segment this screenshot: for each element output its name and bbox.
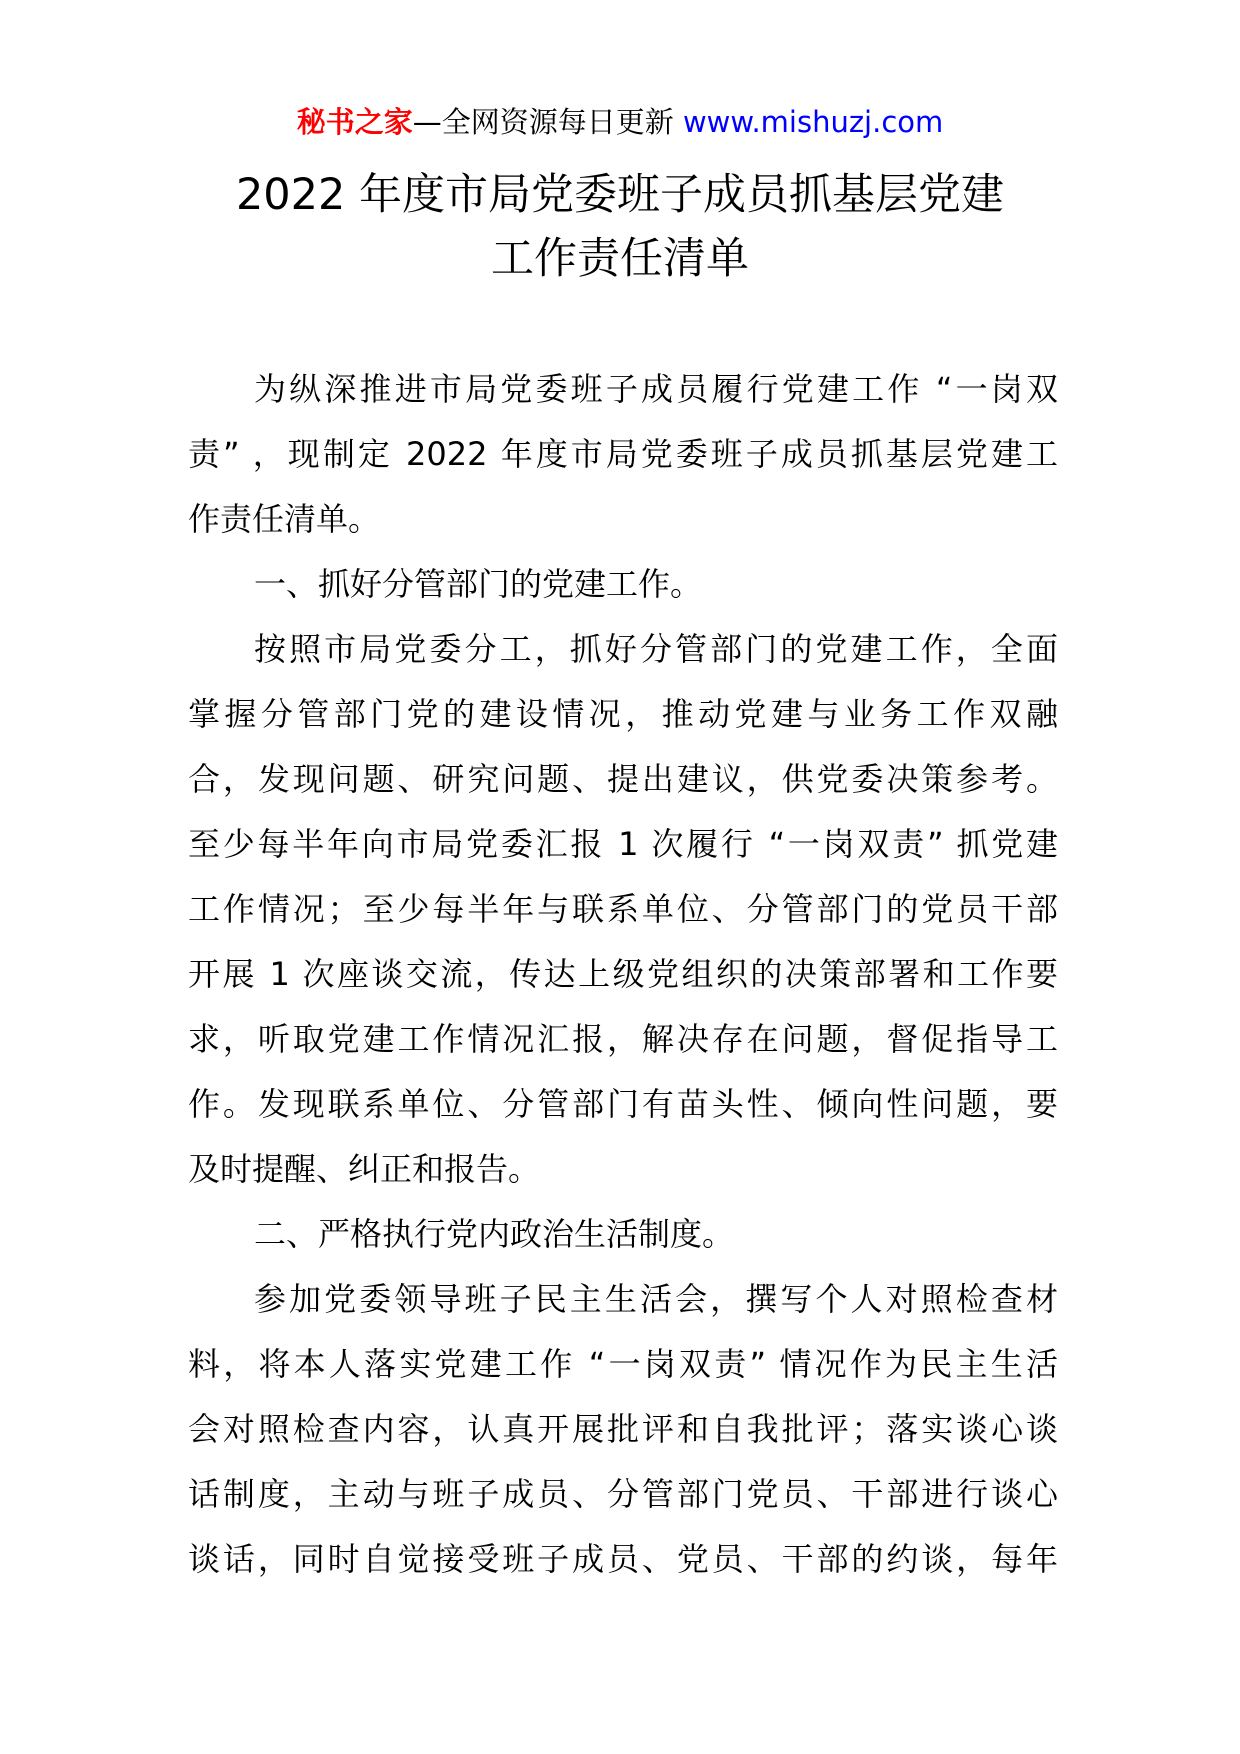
body-line: 合，发现问题、研究问题、提出建议，供党委决策参考。 [188,760,1058,798]
body-line: 工作情况；至少每半年与联系单位、分管部门的党员干部 [188,890,1058,928]
section-heading-2: 二、严格执行党内政治生活制度。 [254,1215,735,1253]
body-line: 作责任清单。 [188,500,381,538]
body-line: 参加党委领导班子民主生活会，撰写个人对照检查材 [254,1280,1058,1318]
brand-name: 秘书之家 [296,105,413,139]
body-line: 掌握分管部门党的建设情况，推动党建与业务工作双融 [188,695,1058,733]
body-line: 开展 1 次座谈交流，传达上级党组织的决策部署和工作要 [188,955,1058,993]
title-line-2: 工作责任清单 [491,234,749,284]
body-line: 责” ，现制定 2022 年度市局党委班子成员抓基层党建工 [188,435,1058,473]
body-line: 会对照检查内容，认真开展批评和自我批评；落实谈心谈 [188,1410,1058,1448]
body-line: 作。发现联系单位、分管部门有苗头性、倾向性问题，要 [188,1085,1058,1123]
body-line: 料，将本人落实党建工作 “一岗双责” 情况作为民主生活 [188,1345,1058,1383]
body-line: 按照市局党委分工，抓好分管部门的党建工作，全面 [254,630,1058,668]
body-line: 及时提醒、纠正和报告。 [188,1150,541,1188]
body-line: 谈话，同时自觉接受班子成员、党员、干部的约谈，每年 [188,1540,1058,1578]
title-line-1: 2022 年度市局党委班子成员抓基层党建 [235,170,1005,220]
body-line: 求，听取党建工作情况汇报，解决存在问题，督促指导工 [188,1020,1058,1058]
body-line: 至少每半年向市局党委汇报 1 次履行 “一岗双责” 抓党建 [188,825,1058,863]
document-body [188,357,1058,1592]
site-url-link[interactable]: www.mishuzj.com [682,105,944,139]
body-line: 为纵深推进市局党委班子成员履行党建工作 “一岗双 [254,370,1058,408]
document-title [0,163,1240,291]
section-heading-1: 一、抓好分管部门的党建工作。 [254,565,703,603]
header-tagline: —全网资源每日更新 [412,105,674,139]
watermark-header [0,100,1240,144]
body-line: 话制度，主动与班子成员、分管部门党员、干部进行谈心 [188,1475,1058,1513]
